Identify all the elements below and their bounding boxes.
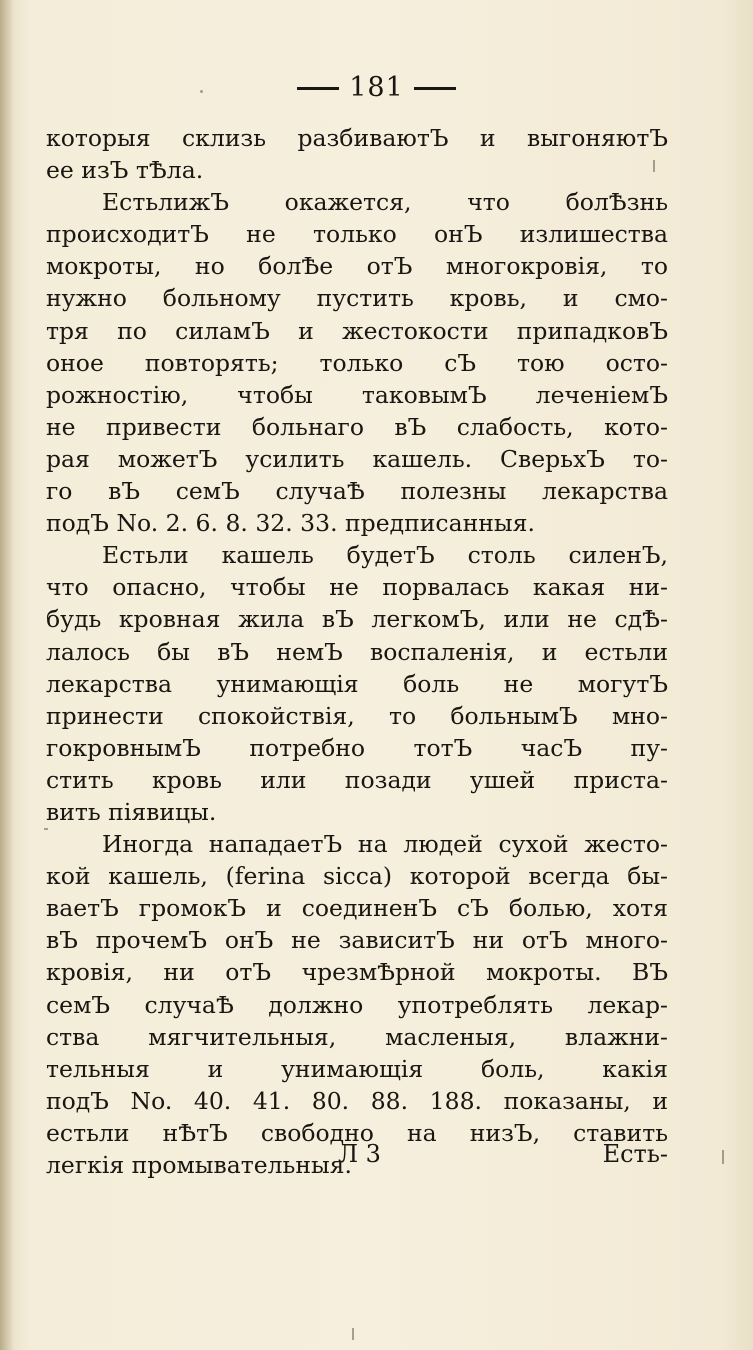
text-line: подЪ No. 2. 6. 8. 32. 33. предписанныя.	[46, 509, 535, 538]
text-line: что опасно, чтобы не порвалась какая ни-	[46, 573, 668, 602]
text-line: стить кровь или позади ушей приста-	[46, 765, 668, 794]
paper-speck	[722, 1150, 724, 1164]
text-line: нужно больному пустить кровь, и смо-	[46, 284, 668, 313]
text-line: мокроты, но болѢе отЪ многокровія, то	[46, 252, 668, 281]
text-line: оное повторять; только сЪ тою осто-	[46, 348, 668, 377]
text-line: гокровнымЪ потребно тотЪ часЪ пу-	[46, 733, 668, 762]
page-number: 181	[349, 72, 404, 103]
text-line: естьли нѢтЪ свободно на низЪ, ставить	[46, 1118, 668, 1147]
header-dash-right	[414, 87, 456, 90]
page-header	[0, 72, 753, 103]
paper-speck	[352, 1328, 354, 1340]
text-line: происходитЪ не только онЪ излишества	[46, 220, 668, 249]
text-line: тельныя и унимающія боль, какія	[46, 1054, 668, 1083]
text-line: Естьли кашель будетЪ столь силенЪ,	[102, 541, 668, 570]
text-line: лекарства унимающія боль не могутЪ	[46, 669, 668, 698]
text-line: принести спокойствія, то больнымЪ мно-	[46, 701, 668, 730]
text-line: ее изЪ тѢла.	[46, 156, 204, 185]
text-line: вить піявицы.	[46, 797, 217, 826]
text-line: лалось бы вЪ немЪ воспаленія, и естьли	[46, 637, 668, 666]
paper-speck	[653, 160, 655, 172]
text-line: Иногда нападаетЪ на людей сухой жесто-	[102, 830, 668, 859]
text-line: кровія, ни отЪ чрезмѢрной мокроты. ВЪ	[46, 958, 668, 987]
text-line: ваетЪ громокЪ и соединенЪ сЪ болью, хотя	[46, 894, 668, 923]
text-line: вЪ прочемЪ онЪ не зависитЪ ни отЪ много-	[46, 926, 668, 955]
text-line: подЪ No. 40. 41. 80. 88. 188. показаны, и	[46, 1086, 668, 1115]
text-line: которыя склизь разбиваютЪ и выгоняютЪ	[46, 124, 668, 152]
text-line: семЪ случаѢ должно употреблять лекар-	[46, 990, 668, 1019]
text-line: не привести больнаго вЪ слабость, кото-	[46, 412, 668, 441]
page-gutter-shadow	[0, 0, 14, 1350]
text-line: легкія промывательныя.	[46, 1151, 353, 1179]
signature-mark: Л 3	[338, 1140, 381, 1168]
body-text	[46, 122, 668, 1181]
paper-speck	[44, 828, 48, 830]
text-line: ства мягчительныя, масленыя, влажни-	[46, 1022, 668, 1051]
header-dash-left	[297, 87, 339, 90]
text-line: го вЪ семЪ случаѢ полезны лекарства	[46, 477, 668, 506]
text-line: кой кашель, (ferina sicca) которой всегда бы-	[46, 862, 668, 891]
text-line: будь кровная жила вЪ легкомЪ, или не сдѢ-	[46, 605, 668, 634]
text-line: ЕстьлижЪ окажется, что болѢзнь	[102, 188, 668, 217]
paper-speck	[200, 90, 203, 93]
catchword: Есть-	[602, 1140, 668, 1168]
page-footer	[46, 1140, 668, 1172]
text-line: рая можетЪ усилить кашель. СверьхЪ то-	[46, 444, 668, 473]
text-line: тря по силамЪ и жестокости припадковЪ	[46, 316, 668, 345]
text-line: рожностію, чтобы таковымЪ леченіемЪ	[46, 380, 668, 409]
